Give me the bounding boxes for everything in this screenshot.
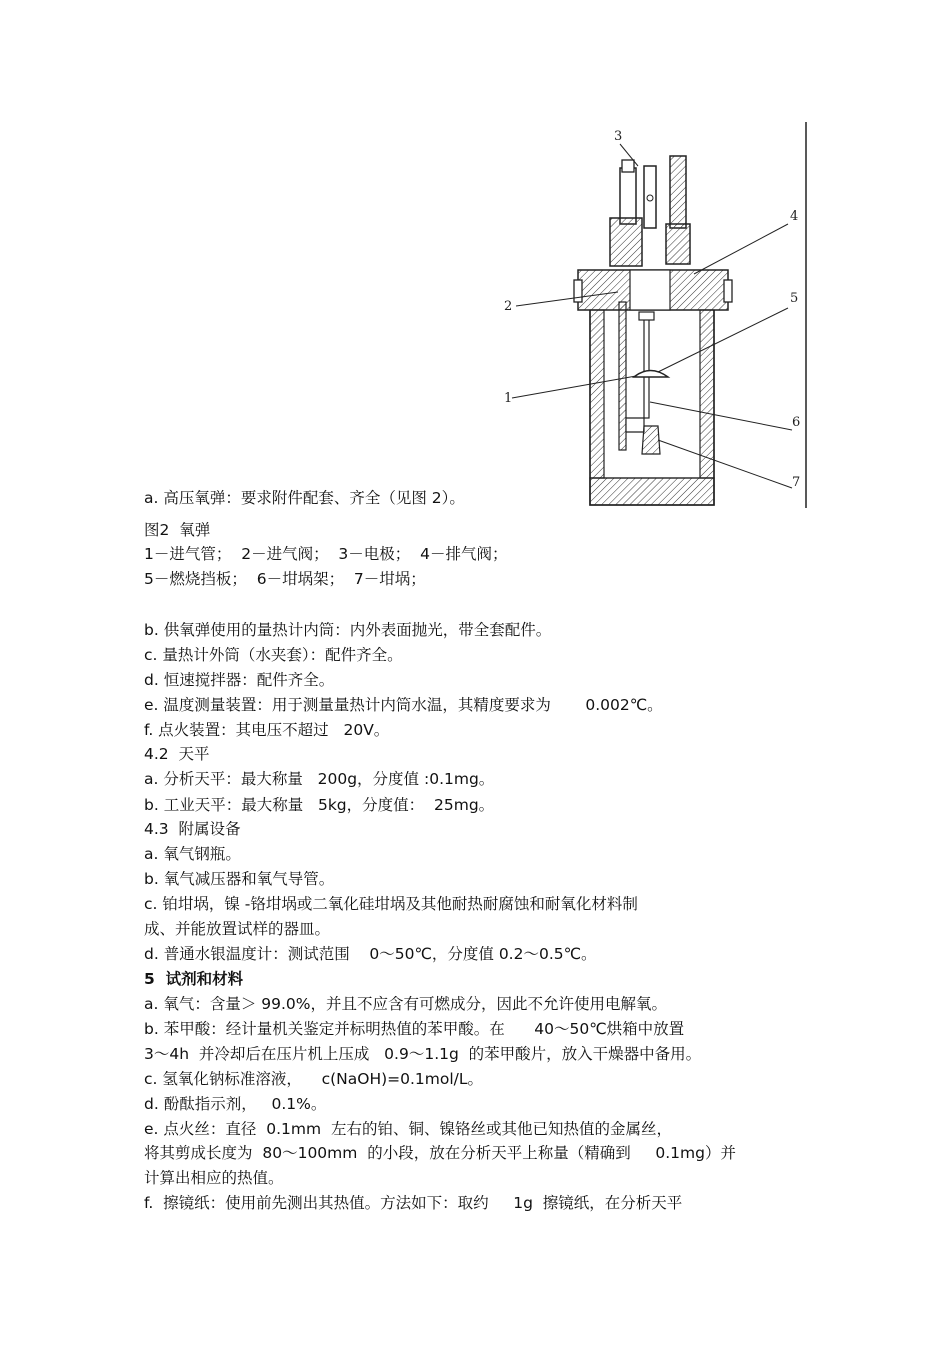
text-line: b. 供氧弹使用的量热计内筒：内外表面抛光，带全套配件。 <box>144 621 552 639</box>
figure-legend: 5－燃烧挡板； 6－坩埚架； 7－坩埚； <box>144 570 426 588</box>
text-line: c. 量热计外筒（水夹套）：配件齐全。 <box>144 646 403 664</box>
text-line: 计算出相应的热值。 <box>144 1169 284 1187</box>
text-line: d. 普通水银温度计：测试范围 0～50℃，分度值 0.2～0.5℃。 <box>144 945 597 963</box>
text-line: 将其剪成长度为 80～100mm 的小段，放在分析天平上称量（精确到 0.1mg）并 <box>144 1144 736 1162</box>
figure-legend: 1－进气管； 2－进气阀； 3－电极； 4－排气阀； <box>144 545 508 563</box>
text-line: 成、并能放置试样的器皿。 <box>144 920 331 938</box>
text-line: a. 氧气：含量＞ 99.0%，并且不应含有可燃成分，因此不允许使用电解氧。 <box>144 995 668 1013</box>
text-line: c. 铂坩埚，镍 -铬坩埚或二氧化硅坩埚及其他耐热耐腐蚀和耐氧化材料制 <box>144 895 638 913</box>
callout-5: 5 <box>790 291 799 306</box>
text-line: a. 分析天平：最大称量 200g，分度值 :0.1mg。 <box>144 770 495 788</box>
text-line: a. 高压氧弹：要求附件配套、齐全（见图 2）。 <box>144 489 465 507</box>
text-line: b. 苯甲酸：经计量机关鉴定并标明热值的苯甲酸。在 40～50℃烘箱中放置 <box>144 1020 685 1038</box>
text-line: 3～4h 并冷却后在压片机上压成 0.9～1.1g 的苯甲酸片，放入干燥器中备用。 <box>144 1045 702 1063</box>
callout-7: 7 <box>792 475 801 490</box>
text-line: e. 点火丝：直径 0.1mm 左右的铂、铜、镍铬丝或其他已知热值的金属丝， <box>144 1120 672 1138</box>
text-line: f. 点火装置：其电压不超过 20V。 <box>144 721 390 739</box>
section-heading: 5 试剂和材料 <box>144 970 244 988</box>
text-line: b. 氧气减压器和氧气导管。 <box>144 870 335 888</box>
callout-3: 3 <box>614 129 623 144</box>
text-line: f. 擦镜纸：使用前先测出其热值。方法如下：取约 1g 擦镜纸，在分析天平 <box>144 1194 683 1212</box>
callout-1: 1 <box>504 391 513 406</box>
text-line: a. 氧气钢瓶。 <box>144 845 241 863</box>
text-line: b. 工业天平：最大称量 5kg，分度值： 25mg。 <box>144 796 495 814</box>
figure-caption: 图2 氧弹 <box>144 521 211 539</box>
text-line: e. 温度测量装置：用于测量量热计内筒水温，其精度要求为 0.002℃。 <box>144 696 663 714</box>
callout-4: 4 <box>790 209 799 224</box>
text-line: c. 氢氧化钠标准溶液， c(NaOH)=0.1mol/L。 <box>144 1070 484 1088</box>
text-line: d. 酚酞指示剂， 0.1%。 <box>144 1095 327 1113</box>
section-heading: 4.3 附属设备 <box>144 820 241 838</box>
text-line: d. 恒速搅拌器：配件齐全。 <box>144 671 335 689</box>
section-heading: 4.2 天平 <box>144 745 210 763</box>
oxygen-bomb-diagram <box>498 120 810 510</box>
callout-2: 2 <box>504 299 513 314</box>
callout-6: 6 <box>792 415 801 430</box>
